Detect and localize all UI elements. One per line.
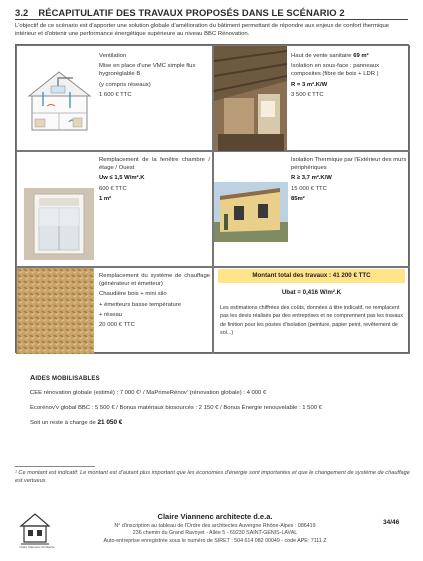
roof-title-label: Haut de vente sanitaire — [291, 53, 354, 59]
aides-title-initial: A — [30, 373, 36, 382]
aides-title-rest: IDES MOBILISABLES — [35, 376, 100, 382]
footnote: ¹ Ce montant est indicatif. Le montant est d'autant plus important que les économies d'énergie sont importantes et que le changement de système de chauffage est vertueux. — [15, 470, 410, 484]
rest-to-pay — [30, 419, 122, 426]
firm-name: Claire Viannenc architecte d.e.a. — [157, 512, 273, 521]
window-uw: Uw ≤ 1,5 W/m².K — [99, 175, 145, 182]
aide-line-ecorenov: Ecorénov'v global BBC : 5 500 € / Bonus matériaux biosourcés : 2 150 € / Bonus Énergie renouvelable : 1 500 € — [30, 405, 322, 411]
works-table — [15, 44, 409, 353]
heating-cost: 20 000 € TTC — [99, 322, 135, 329]
section-number: 3.2 — [15, 7, 29, 18]
roof-title — [291, 52, 407, 60]
window-photo — [24, 188, 94, 260]
walls-cell — [213, 151, 410, 267]
walls-r-value: R ≥ 3,7 m².K/W — [291, 175, 332, 182]
heating-title: Remplacement du système de chauffage (générateur et émetteur) — [99, 273, 210, 288]
walls-title: Isolation Thermique par l'Extérieur des murs périphériques — [291, 157, 407, 172]
ventilation-cell — [16, 45, 213, 151]
firm-address: 236 chemin du Grand Ravoyet - Allée 5 - 69230 SAINT-GENIS-LAVAL — [132, 530, 298, 537]
title-rule — [15, 19, 408, 20]
heating-cell — [16, 267, 213, 354]
rest-to-pay-label: Soit un reste à charge de — [30, 420, 98, 426]
roof-cost: 3 500 € TTC — [291, 91, 324, 98]
roof-r-value: R = 3 m².K/W — [291, 81, 328, 88]
page-number: 34/46 — [383, 519, 400, 526]
logo-caption: Claire Viannenc Architecte — [19, 545, 55, 549]
rest-to-pay-value: 21 050 € — [97, 419, 123, 426]
window-qty: 1 m² — [99, 195, 112, 202]
window-cell — [16, 151, 213, 267]
aide-line-cee: CEE rénovation globale (estimé) : 7 000 €¹ / MaPrimeRénov' (rénovation globale) : 4 000 € — [30, 390, 267, 396]
firm-info — [60, 512, 370, 545]
intro-paragraph: L'objectif de ce scénario est d'apporter une solution globale d'amélioration du bâtiment permettant de répondre aux enjeux de confort thermique intérieur et d'obtenir une performance énergétique supérieure au niveau BBC Rénovation. — [15, 23, 390, 38]
window-title: Remplacement de la fenêtre chambre / étage / Ouest — [99, 157, 210, 172]
total-amount: Montant total des travaux : 41 200 € TTC — [218, 269, 405, 283]
ventilation-cost: 1 600 € TTC — [99, 91, 132, 98]
roof-photo — [214, 46, 287, 151]
window-cost: 600 € TTC — [99, 185, 127, 192]
roof-area: 69 m² — [353, 53, 369, 59]
wood-pellets-photo — [17, 268, 94, 354]
summary-cell — [213, 267, 410, 354]
estimations-note: Les estimations chiffrées des coûts, données à titre indicatif, ne remplacent pas les devis réalisés par des entreprises et ne comprennent pas les travaux de finition pour les postes d'isolation (peinture, papier peint, revêtement de sol...) — [220, 305, 404, 336]
ventilation-title: Ventilation — [99, 53, 127, 59]
walls-photo — [214, 182, 288, 242]
aides-title — [30, 373, 100, 382]
firm-siret: Auto-entreprise enregistrée sous le numéro de SIRET : 504 614 082 00049 - code APE: 7111 Z — [103, 537, 327, 544]
ubat-value: Ubat = 0,416 W/m².K — [281, 289, 342, 296]
firm-registration: N° d'inscription au tableau de l'Ordre des architectes Auvergne Rhône-Alpes : 086419 — [114, 523, 316, 529]
heating-emitters: + émetteurs basse température — [99, 301, 182, 308]
roof-desc: Isolation en sous-face : panneaux composites (fibre de bois + LDR ) — [291, 63, 380, 78]
section-title: RÉCAPITULATIF DES TRAVAUX PROPOSÉS DANS LE SCÉNARIO 2 — [38, 7, 345, 18]
heating-boiler: Chaudière bois + mini silo — [99, 291, 167, 298]
ventilation-diagram — [23, 66, 96, 138]
footnote-rule — [15, 466, 95, 467]
page-title — [15, 7, 345, 18]
ventilation-desc: Mise en place d'une VMC simple flux hygroréglable B — [99, 63, 196, 78]
architect-logo — [17, 510, 53, 548]
walls-cost: 15 000 € TTC — [291, 185, 327, 192]
ventilation-network: (y compris réseaux) — [99, 81, 151, 88]
heating-network: + réseau — [99, 311, 123, 318]
walls-qty: 85m² — [291, 195, 305, 202]
roof-cell — [213, 45, 410, 151]
